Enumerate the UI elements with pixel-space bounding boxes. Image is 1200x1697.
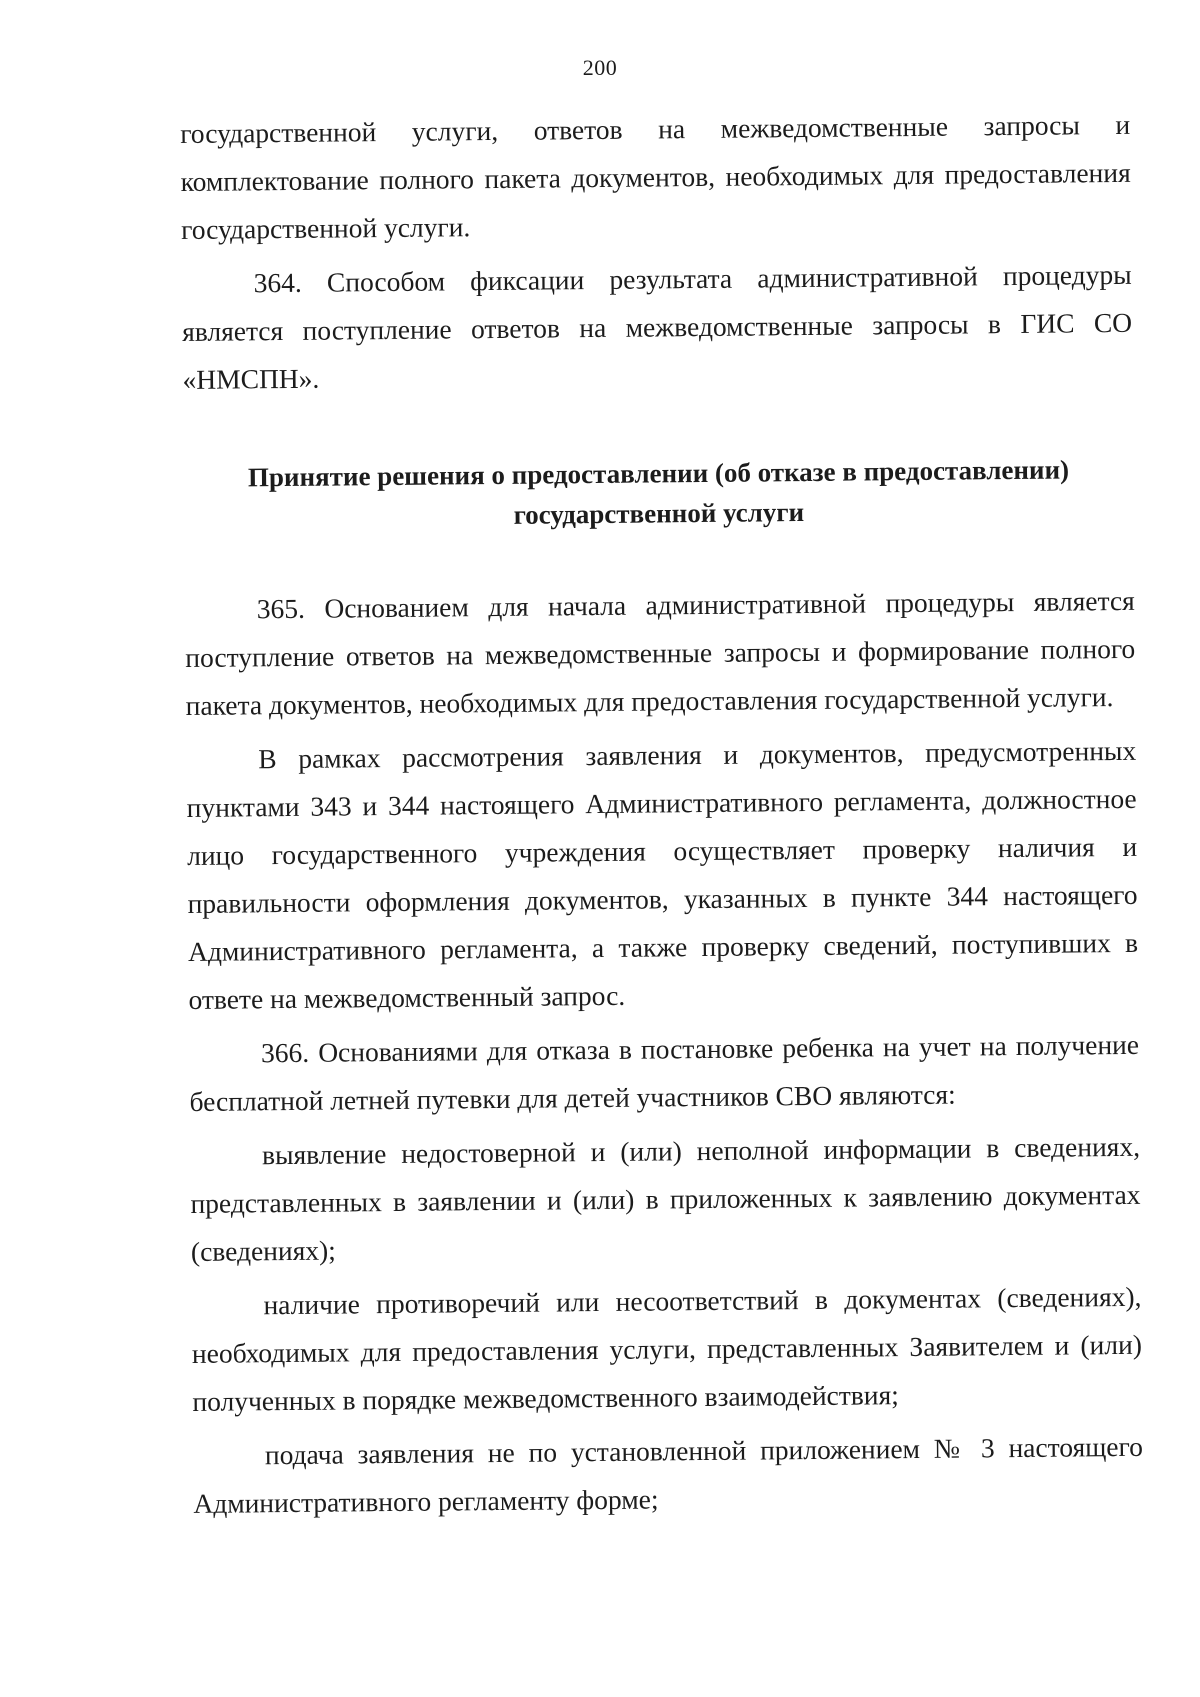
page-number: 200 bbox=[582, 55, 618, 80]
paragraph-364: 364. Способом фиксации результата административной процедуры является поступление ответов на межведомственные запросы в ГИС СО «НМСПН». bbox=[181, 258, 1133, 395]
paragraph-review: В рамках рассмотрения заявления и документов, предусмотренных пунктами 343 и 344 настоящего Административного регламента, должностное лицо государственного учреждения осуществляет проверку наличия и правильности оформления документов, указанных в пункте 344 настоящего Административного регламента, а также проверку сведений, поступивших в ответе на межведомственный запрос. bbox=[186, 734, 1139, 1015]
section-heading-line-2: государственной услуги bbox=[513, 497, 805, 530]
paragraph-365: 365. Основанием для начала административной процедуры является поступление ответов на межведомственные запросы и формирование полного пакета документов, необходимых для предоставления государственной услуги. bbox=[185, 584, 1136, 721]
paragraph-366: 366. Основаниями для отказа в постановке ребенка на учет на получение бесплатной летней путевки для детей участников СВО являются: bbox=[189, 1028, 1140, 1117]
document-body bbox=[180, 101, 1144, 1528]
refusal-ground-3: подача заявления не по установленной приложением № 3 настоящего Административного регламенту форме; bbox=[193, 1430, 1144, 1519]
section-heading bbox=[183, 449, 1134, 538]
refusal-ground-1: выявление недостоверной и (или) неполной информации в сведениях, представленных в заявлении и (или) в приложенных к заявлению документах (сведениях); bbox=[190, 1130, 1141, 1267]
section-heading-line-1: Принятие решения о предоставлении (об отказе в предоставлении) bbox=[247, 454, 1070, 493]
paragraph-continuation: государственной услуги, ответов на межведомственные запросы и комплектование полного пакета документов, необходимых для предоставления государственной услуги. bbox=[180, 108, 1131, 245]
refusal-ground-2: наличие противоречий или несоответствий в документах (сведениях), необходимых для предоставления услуги, представленных Заявителем и (или) полученных в порядке межведомственного взаимодействия; bbox=[191, 1280, 1143, 1417]
